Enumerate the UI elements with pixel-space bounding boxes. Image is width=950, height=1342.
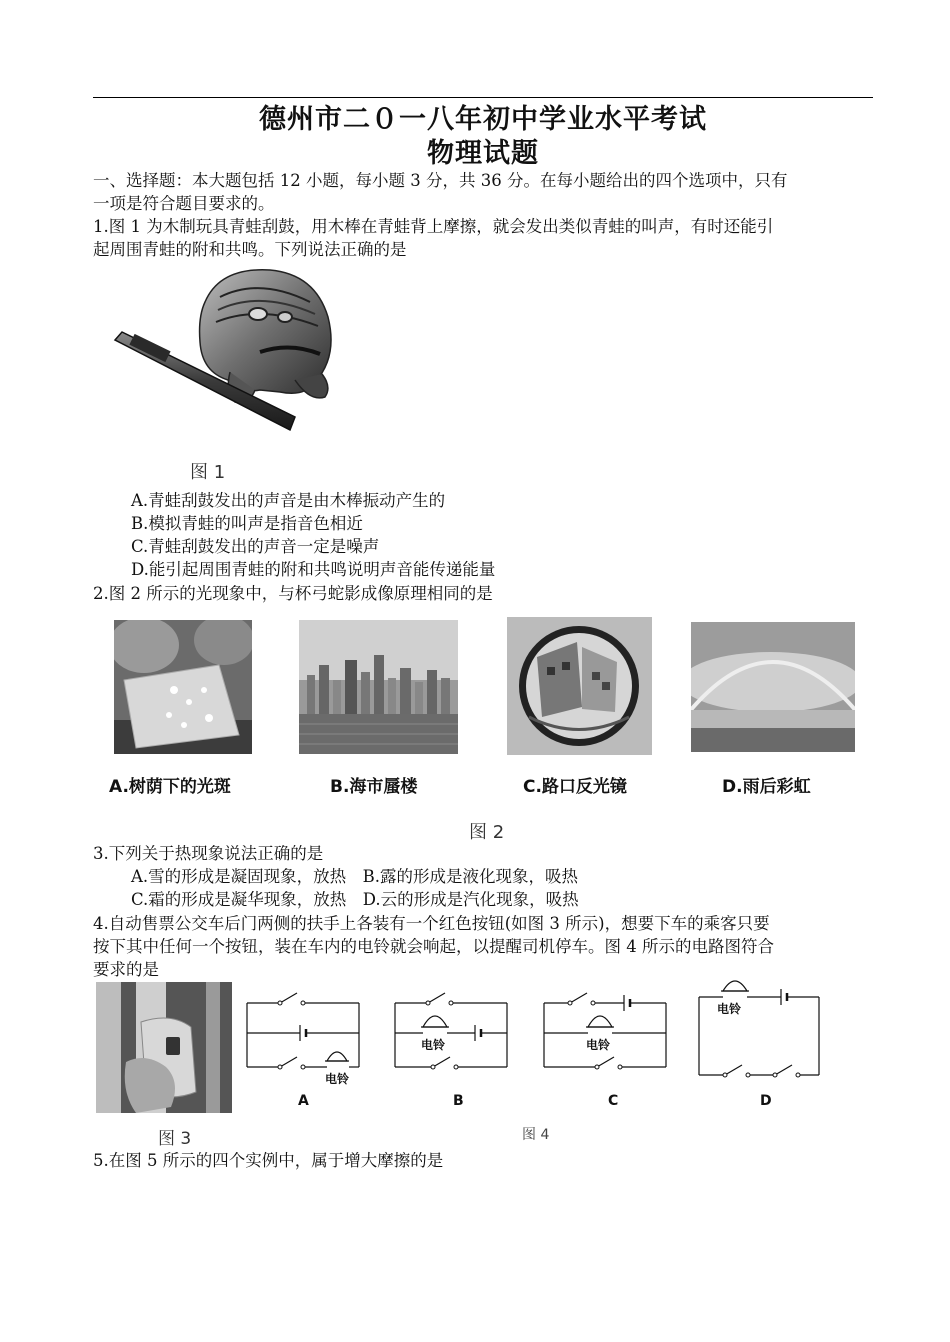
q3-options-row2: C.霜的形成是凝华现象，放热 D.云的形成是汽化现象，吸热	[131, 890, 579, 909]
figure-2d-rainbow	[691, 622, 855, 752]
figure-3-bus-button-photo	[96, 982, 232, 1113]
circuit-a-label: A	[298, 1093, 309, 1109]
q1-option-a: A.青蛙刮鼓发出的声音是由木棒振动产生的	[131, 491, 446, 510]
circuit-b-label: B	[453, 1093, 464, 1109]
section-instructions-line2: 一项是符合题目要求的。	[93, 194, 275, 213]
q4-stem-line1: 4.自动售票公交车后门两侧的扶手上各装有一个红色按钮(如图 3 所示)，想要下车的乘客只要	[93, 914, 770, 933]
q3-options-row1: A.雪的形成是凝固现象，放热 B.露的形成是液化现象，吸热	[131, 867, 579, 886]
circuit-a	[245, 985, 363, 1095]
q1-option-d: D.能引起周围青蛙的附和共鸣说明声音能传递能量	[131, 560, 496, 579]
figure-2c-label: C.路口反光镜	[523, 777, 627, 797]
circuit-d-bell-label: 电铃	[717, 1002, 742, 1016]
figure-2c-convex-mirror	[507, 617, 652, 755]
circuit-c	[542, 985, 670, 1085]
circuit-d	[697, 975, 823, 1083]
circuit-a-bell-label: 电铃	[325, 1072, 350, 1086]
figure-2a-label: A.树荫下的光斑	[109, 777, 231, 797]
q4-stem-line3: 要求的是	[93, 960, 159, 979]
circuit-b-bell-label: 电铃	[421, 1038, 446, 1052]
figure-1-frog-guiro	[110, 262, 350, 492]
figure-2a-light-spots	[114, 620, 252, 754]
q1-stem-line2: 起周围青蛙的附和共鸣。下列说法正确的是	[93, 240, 407, 259]
circuit-c-bell-label: 电铃	[586, 1038, 611, 1052]
circuit-d-label: D	[760, 1093, 772, 1109]
q1-stem-line1: 1.图 1 为木制玩具青蛙刮鼓，用木棒在青蛙背上摩擦，就会发出类似青蛙的叫声，有时还能引	[93, 217, 774, 236]
figure-4-caption: 图 4	[522, 1127, 550, 1143]
section-instructions-line1: 一、选择题：本大题包括 12 小题，每小题 3 分，共 36 分。在每小题给出的四个选项中，只有	[93, 171, 788, 190]
q2-stem: 2.图 2 所示的光现象中，与杯弓蛇影成像原理相同的是	[93, 584, 493, 603]
q1-option-c: C.青蛙刮鼓发出的声音一定是噪声	[131, 537, 380, 556]
q1-option-b: B.模拟青蛙的叫声是指音色相近	[131, 514, 363, 533]
figure-2d-label: D.雨后彩虹	[722, 777, 811, 797]
exam-title: 德州市二０一八年初中学业水平考试	[259, 104, 707, 135]
exam-subtitle: 物理试题	[427, 138, 539, 169]
q5-stem: 5.在图 5 所示的四个实例中，属于增大摩擦的是	[93, 1151, 444, 1170]
circuit-c-label: C	[608, 1093, 619, 1109]
figure-2b-label: B.海市蜃楼	[330, 777, 418, 797]
circuit-b	[393, 985, 511, 1085]
q4-stem-line2: 按下其中任何一个按钮，装在车内的电铃就会响起，以提醒司机停车。图 4 所示的电路图符合	[93, 937, 774, 956]
figure-2b-mirage	[299, 620, 458, 754]
figure-2-caption: 图 2	[469, 822, 505, 843]
q3-stem: 3.下列关于热现象说法正确的是	[93, 844, 324, 863]
figure-3-caption: 图 3	[158, 1129, 192, 1149]
figure-1-caption: 图 1	[190, 462, 226, 483]
top-rule	[93, 97, 873, 98]
